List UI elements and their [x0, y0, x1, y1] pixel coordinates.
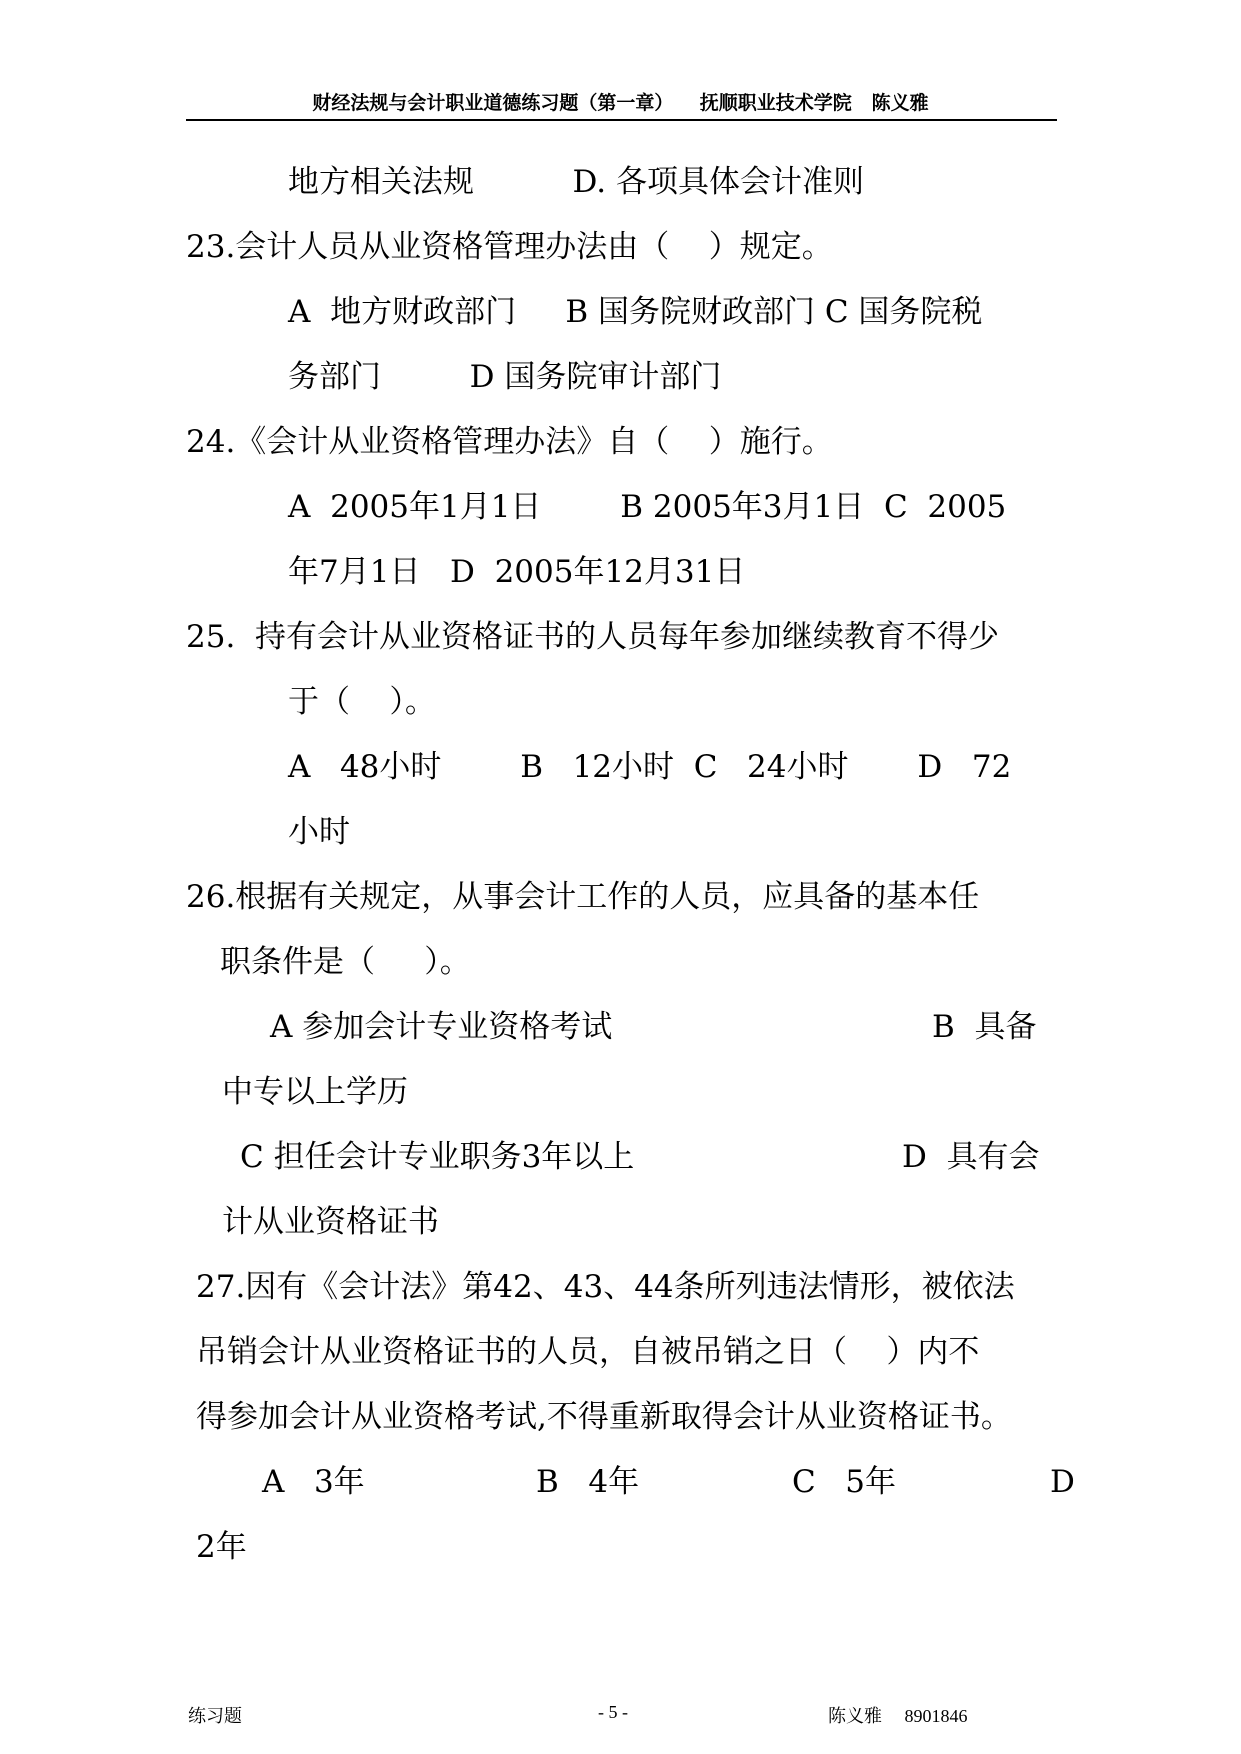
question-26-option-d: D 具有会 — [902, 1139, 1040, 1175]
page-header-title: 财经法规与会计职业道德练习题（第一章） 抚顺职业技术学院 陈义雅 — [312, 92, 929, 114]
question-24: 24.《会计从业资格管理办法》自（ ）施行。 — [186, 424, 833, 460]
question-23-options-line-1: A 地方财政部门 B 国务院财政部门 C 国务院税 — [288, 294, 983, 330]
question-27-option-c: C 5年 — [792, 1464, 897, 1500]
question-26-option-b-continuation: 中专以上学历 — [222, 1074, 408, 1110]
question-25: 25. 持有会计从业资格证书的人员每年参加继续教育不得少 — [186, 619, 1000, 655]
question-26: 26.根据有关规定，从事会计工作的人员，应具备的基本任 — [186, 879, 980, 915]
question-27-option-d-continuation: 2年 — [196, 1529, 247, 1565]
question-27-line-3: 得参加会计从业资格考试,不得重新取得会计从业资格证书。 — [196, 1399, 1012, 1435]
question-27-option-b: B 4年 — [536, 1464, 640, 1500]
footer-right: 陈义雅 8901846 — [828, 1706, 968, 1726]
question-23-options-line-2: 务部门 D 国务院审计部门 — [288, 359, 722, 395]
question-25-options-line-2: 小时 — [288, 814, 350, 850]
question-24-options-line-2: 年7月1日 D 2005年12月31日 — [288, 554, 746, 590]
footer-left: 练习题 — [188, 1706, 242, 1726]
question-25-continuation: 于（ ）。 — [288, 684, 436, 720]
question-23: 23.会计人员从业资格管理办法由（ ）规定。 — [186, 229, 833, 265]
question-27-option-d: D — [1050, 1464, 1075, 1500]
question-26-option-a: A 参加会计专业资格考试 — [270, 1009, 613, 1045]
question-26-option-c: C 担任会计专业职务3年以上 — [240, 1139, 635, 1175]
question-26-option-b: B 具备 — [932, 1009, 1037, 1045]
header-divider — [186, 119, 1057, 121]
question-24-options-line-1: A 2005年1月1日 B 2005年3月1日 C 2005 — [288, 489, 1007, 525]
text-line-1: 地方相关法规 D. 各项具体会计准则 — [288, 164, 864, 200]
question-25-options-line-1: A 48小时 B 12小时 C 24小时 D 72 — [288, 749, 1012, 785]
question-26-option-d-continuation: 计从业资格证书 — [222, 1204, 439, 1240]
question-27: 27.因有《会计法》第42、43、44条所列违法情形，被依法 — [196, 1269, 1015, 1305]
question-26-continuation: 职条件是（ ）。 — [220, 944, 471, 980]
page-number: - 5 - — [598, 1702, 628, 1722]
question-27-option-a: A 3年 — [262, 1464, 365, 1500]
question-27-line-2: 吊销会计从业资格证书的人员，自被吊销之日（ ）内不 — [196, 1334, 980, 1370]
